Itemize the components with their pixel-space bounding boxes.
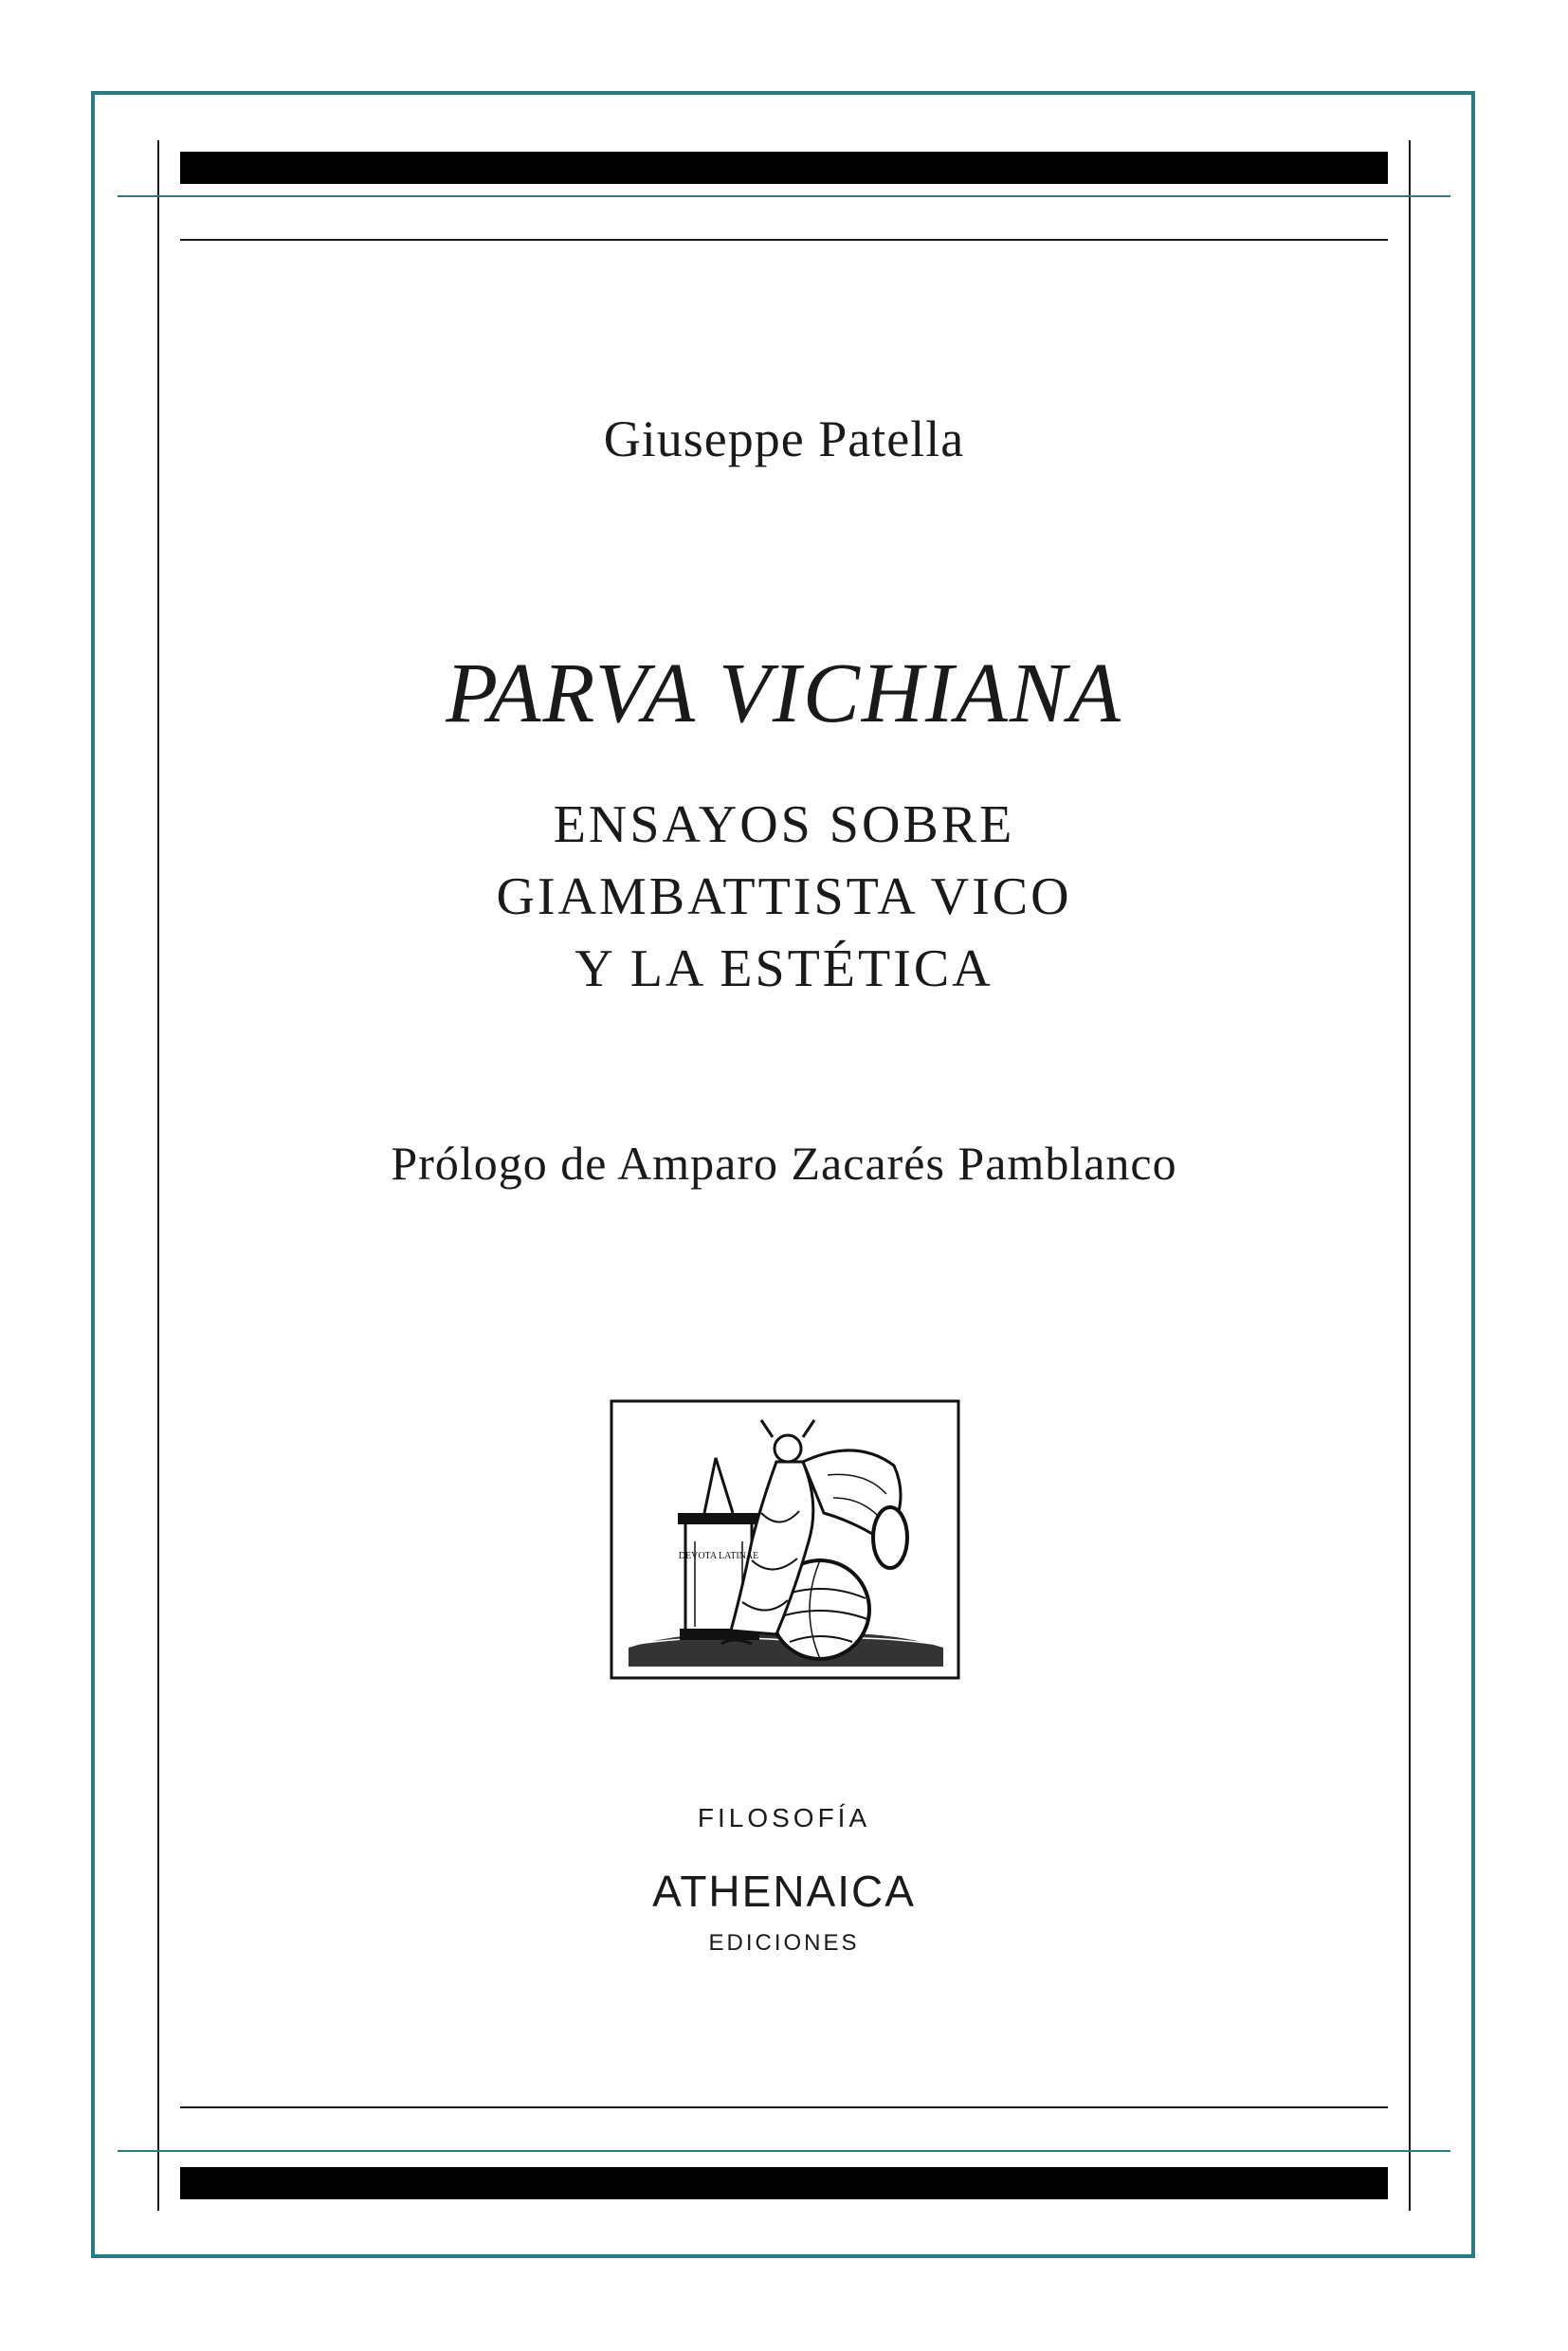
top-teal-rule	[118, 195, 1450, 197]
top-thin-rule	[180, 239, 1388, 241]
allegorical-figure-engraving-icon	[610, 1399, 960, 1680]
bottom-thin-rule	[180, 2106, 1388, 2108]
subtitle-line: Y LA ESTÉTICA	[574, 939, 994, 998]
subtitle-line: GIAMBATTISTA VICO	[496, 867, 1072, 926]
publisher-imprint: EDICIONES	[708, 1930, 860, 1956]
engraving-inscription: DEVOTA LATINAE	[678, 1551, 759, 1561]
subtitle-line: ENSAYOS SOBRE	[553, 795, 1015, 854]
top-thick-bar	[180, 152, 1388, 184]
bottom-thick-bar	[180, 2167, 1388, 2199]
author-name: Giuseppe Patella	[603, 410, 965, 467]
bottom-teal-rule	[118, 2150, 1450, 2152]
series-label: FILOSOFÍA	[697, 1803, 871, 1832]
publisher-name: ATHENAICA	[652, 1867, 916, 1916]
book-title: PARVA VICHIANA	[446, 647, 1122, 740]
prologue-credit: Prólogo de Amparo Zacarés Pamblanco	[391, 1137, 1177, 1190]
